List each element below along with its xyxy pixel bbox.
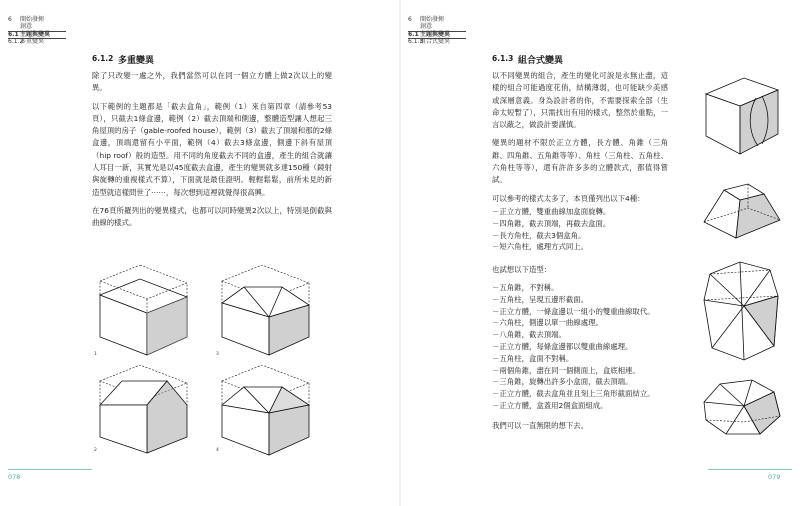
variation-list-1 [492, 206, 610, 253]
figure-cube-4 [214, 365, 324, 460]
list-item: －五角柱，盒面不對稱。 [492, 353, 574, 363]
figure-label: 1 [94, 352, 97, 357]
figure-cube-1 [92, 265, 202, 360]
figure-curved-cube [696, 66, 786, 161]
paragraph: 可以參考的樣式太多了，本頁僅列出以下4種： [492, 193, 645, 203]
list-item: －正立方體，每條盒邊都以雙重曲線處理。 [492, 341, 633, 351]
paragraph: 以不同變異的組合，產生的變化可說是永無止盡，這樣的組合可能過度花俏，結構薄弱，也可能缺少美感或深層意義。身為設計者的你，不需要探索全部（生命太短暫了），只需找出有用的樣式，整然於重點，一言以蔽之，做設計要謹慎。 [492, 71, 668, 130]
section-title: 組合式變異 [518, 56, 564, 66]
right-body-text [492, 70, 668, 211]
right-page [400, 0, 800, 506]
list-item: －長方角柱，截去3個盒角。 [492, 230, 586, 240]
footer-rule [8, 469, 92, 470]
right-running-header: 6 開始發揮 創意 6.1主題與變異 6.1.3組合式變異 [408, 16, 488, 46]
figure-cube-2 [92, 365, 202, 460]
closing-text: 我們可以一直無限的想下去。 [492, 421, 589, 430]
paragraph: 除了只改變一處之外，我們當然可以在同一個立方體上做2次以上的變異。 [92, 71, 332, 93]
sub-intro: 也試想以下造型： [492, 265, 552, 274]
figure-label: 4 [216, 448, 219, 453]
figure-short-hexagonal-prism [696, 372, 786, 442]
list-item: －八角錐，截去頂端。 [492, 330, 566, 340]
list-item: －正立方體，一條盒邊以一組小的雙重曲線取代。 [492, 306, 655, 316]
list-item: －短六角柱，處理方式同上。 [492, 242, 589, 252]
list-item: －正立方體，盒蓋用2個盒面組成。 [492, 400, 608, 410]
list-item: －三角錐，旋轉出許多小盒面，截去頂端。 [492, 377, 633, 387]
footer-rule [708, 469, 792, 470]
list-item: －五角錐，不對稱。 [492, 283, 559, 292]
list-item: －五角柱，呈現五邊形截面。 [492, 294, 589, 304]
list-item: －四角錐，截去頂端，再截去盒面。 [492, 218, 611, 228]
variation-list-2 [492, 282, 655, 412]
list-item: －正立方體，雙重曲線加盒面旋轉。 [492, 207, 611, 216]
section-number: 6.1.2 [92, 54, 114, 63]
list-item: －正立方體，截去盒角並且刻上三角形截面結立。 [492, 389, 655, 399]
section-title: 多重變異 [118, 56, 155, 66]
paragraph: 以下範例的主題都是「截去盒角」，範例（1）來自第四章（請參考53頁），只截去1條盒邊，範例（2）截去頂端和側邊，整體造型讓人想起三角屋頂的房子（gable-roofed house），範例（3）截去了頂端和那的2條盒邊，頂端還留有小平面，範例（4）截去3條盒邊，側邊下斜有屋頂（hip roof）般的造型。用不同的角度截去不同的盒邊，產生的組合就讓人耳目一新，其實光是以45度截去盒邊，產生的變異就多達150種（鏡射與旋轉的重複樣式不算），下面就是最佳證明。輕輕鬆鬆，前所未見的新造型就這樣問世了⋯⋯，每次想到這裡就覺得很高興。 [92, 101, 332, 197]
section-number: 6.1.3 [492, 54, 514, 63]
figure-label: 2 [94, 448, 97, 453]
paragraph: 變異的題材不限於正立方體，長方體、角錐（三角錐、四角錐、五角錐等等）、角柱（三角柱、五角柱、六角柱等等），還有許許多多的立體款式，都值得嘗試。 [492, 138, 668, 185]
list-item: －六角柱，側邊以單一曲線處理。 [492, 318, 603, 328]
left-running-header: 6 開始發揮 創意 6.1主題與變異 6.1.2多重變異 [8, 16, 88, 46]
list-item: －兩個角錐，盡在同一個側面上，盒底相連。 [492, 365, 640, 375]
figure-cube-3 [214, 265, 324, 360]
left-body-text [92, 70, 332, 236]
page-number: 079 [768, 473, 781, 481]
figure-label: 3 [216, 352, 219, 357]
paragraph: 在76頁所羅列出的變異樣式，也都可以同時變異2次以上，特別是倒截與曲線的樣式。 [92, 205, 332, 228]
figure-hexagonal-prism [696, 256, 786, 366]
figure-truncated-pyramid [696, 180, 786, 250]
page-number: 078 [8, 473, 21, 481]
